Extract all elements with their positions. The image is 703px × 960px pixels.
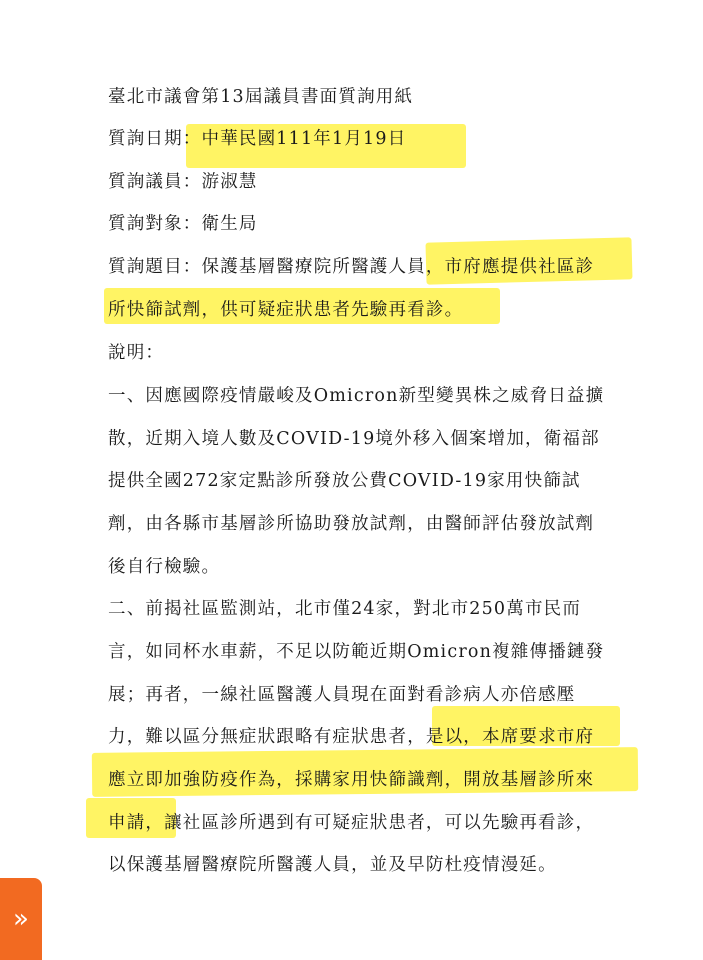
document-title: 臺北市議會第13屆議員書面質詢用紙	[108, 87, 414, 107]
councilor-line: 質詢議員：游淑慧	[108, 172, 258, 192]
next-page-button[interactable]	[0, 878, 42, 960]
para2-line: 力，難以區分無症狀跟略有症狀患者，是以，本席要求市府	[108, 727, 595, 747]
para1-line: 後自行檢驗。	[108, 557, 221, 577]
double-chevron-right-icon: »	[13, 904, 29, 934]
para2-line: 應立即加強防疫作為，採購家用快篩識劑，開放基層診所來	[108, 770, 595, 790]
target-line: 質詢對象：衛生局	[108, 214, 258, 234]
para1-line: 劑，由各縣市基層診所協助發放試劑，由醫師評估發放試劑	[108, 514, 595, 534]
para1-line: 提供全國272家定點診所發放公費COVID-19家用快篩試	[108, 471, 581, 491]
para2-line: 展；再者，一線社區醫護人員現在面對看診病人亦倍感壓	[108, 685, 576, 705]
para2-line: 以保護基層醫療院所醫護人員，並及早防杜疫情漫延。	[108, 855, 557, 875]
para1-line: 一、因應國際疫情嚴峻及Omicron新型變異株之威脅日益擴	[108, 386, 605, 406]
para2-line: 二、前揭社區監測站，北市僅24家，對北市250萬市民而	[108, 599, 582, 619]
para1-line: 散，近期入境人數及COVID-19境外移入個案增加，衛福部	[108, 429, 600, 449]
explain-label: 說明：	[108, 343, 165, 363]
para2-line: 言，如同杯水車薪，不足以防範近期Omicron複雜傳播鏈發	[108, 642, 605, 662]
date-line: 質詢日期：中華民國111年1月19日	[108, 129, 407, 149]
para2-line: 申請，讓社區診所遇到有可疑症狀患者，可以先驗再看診，	[108, 813, 595, 833]
topic-line-2: 所快篩試劑，供可疑症狀患者先驗再看診。	[108, 300, 464, 320]
topic-line-1: 質詢題目：保護基層醫療院所醫護人員，市府應提供社區診	[108, 257, 595, 277]
